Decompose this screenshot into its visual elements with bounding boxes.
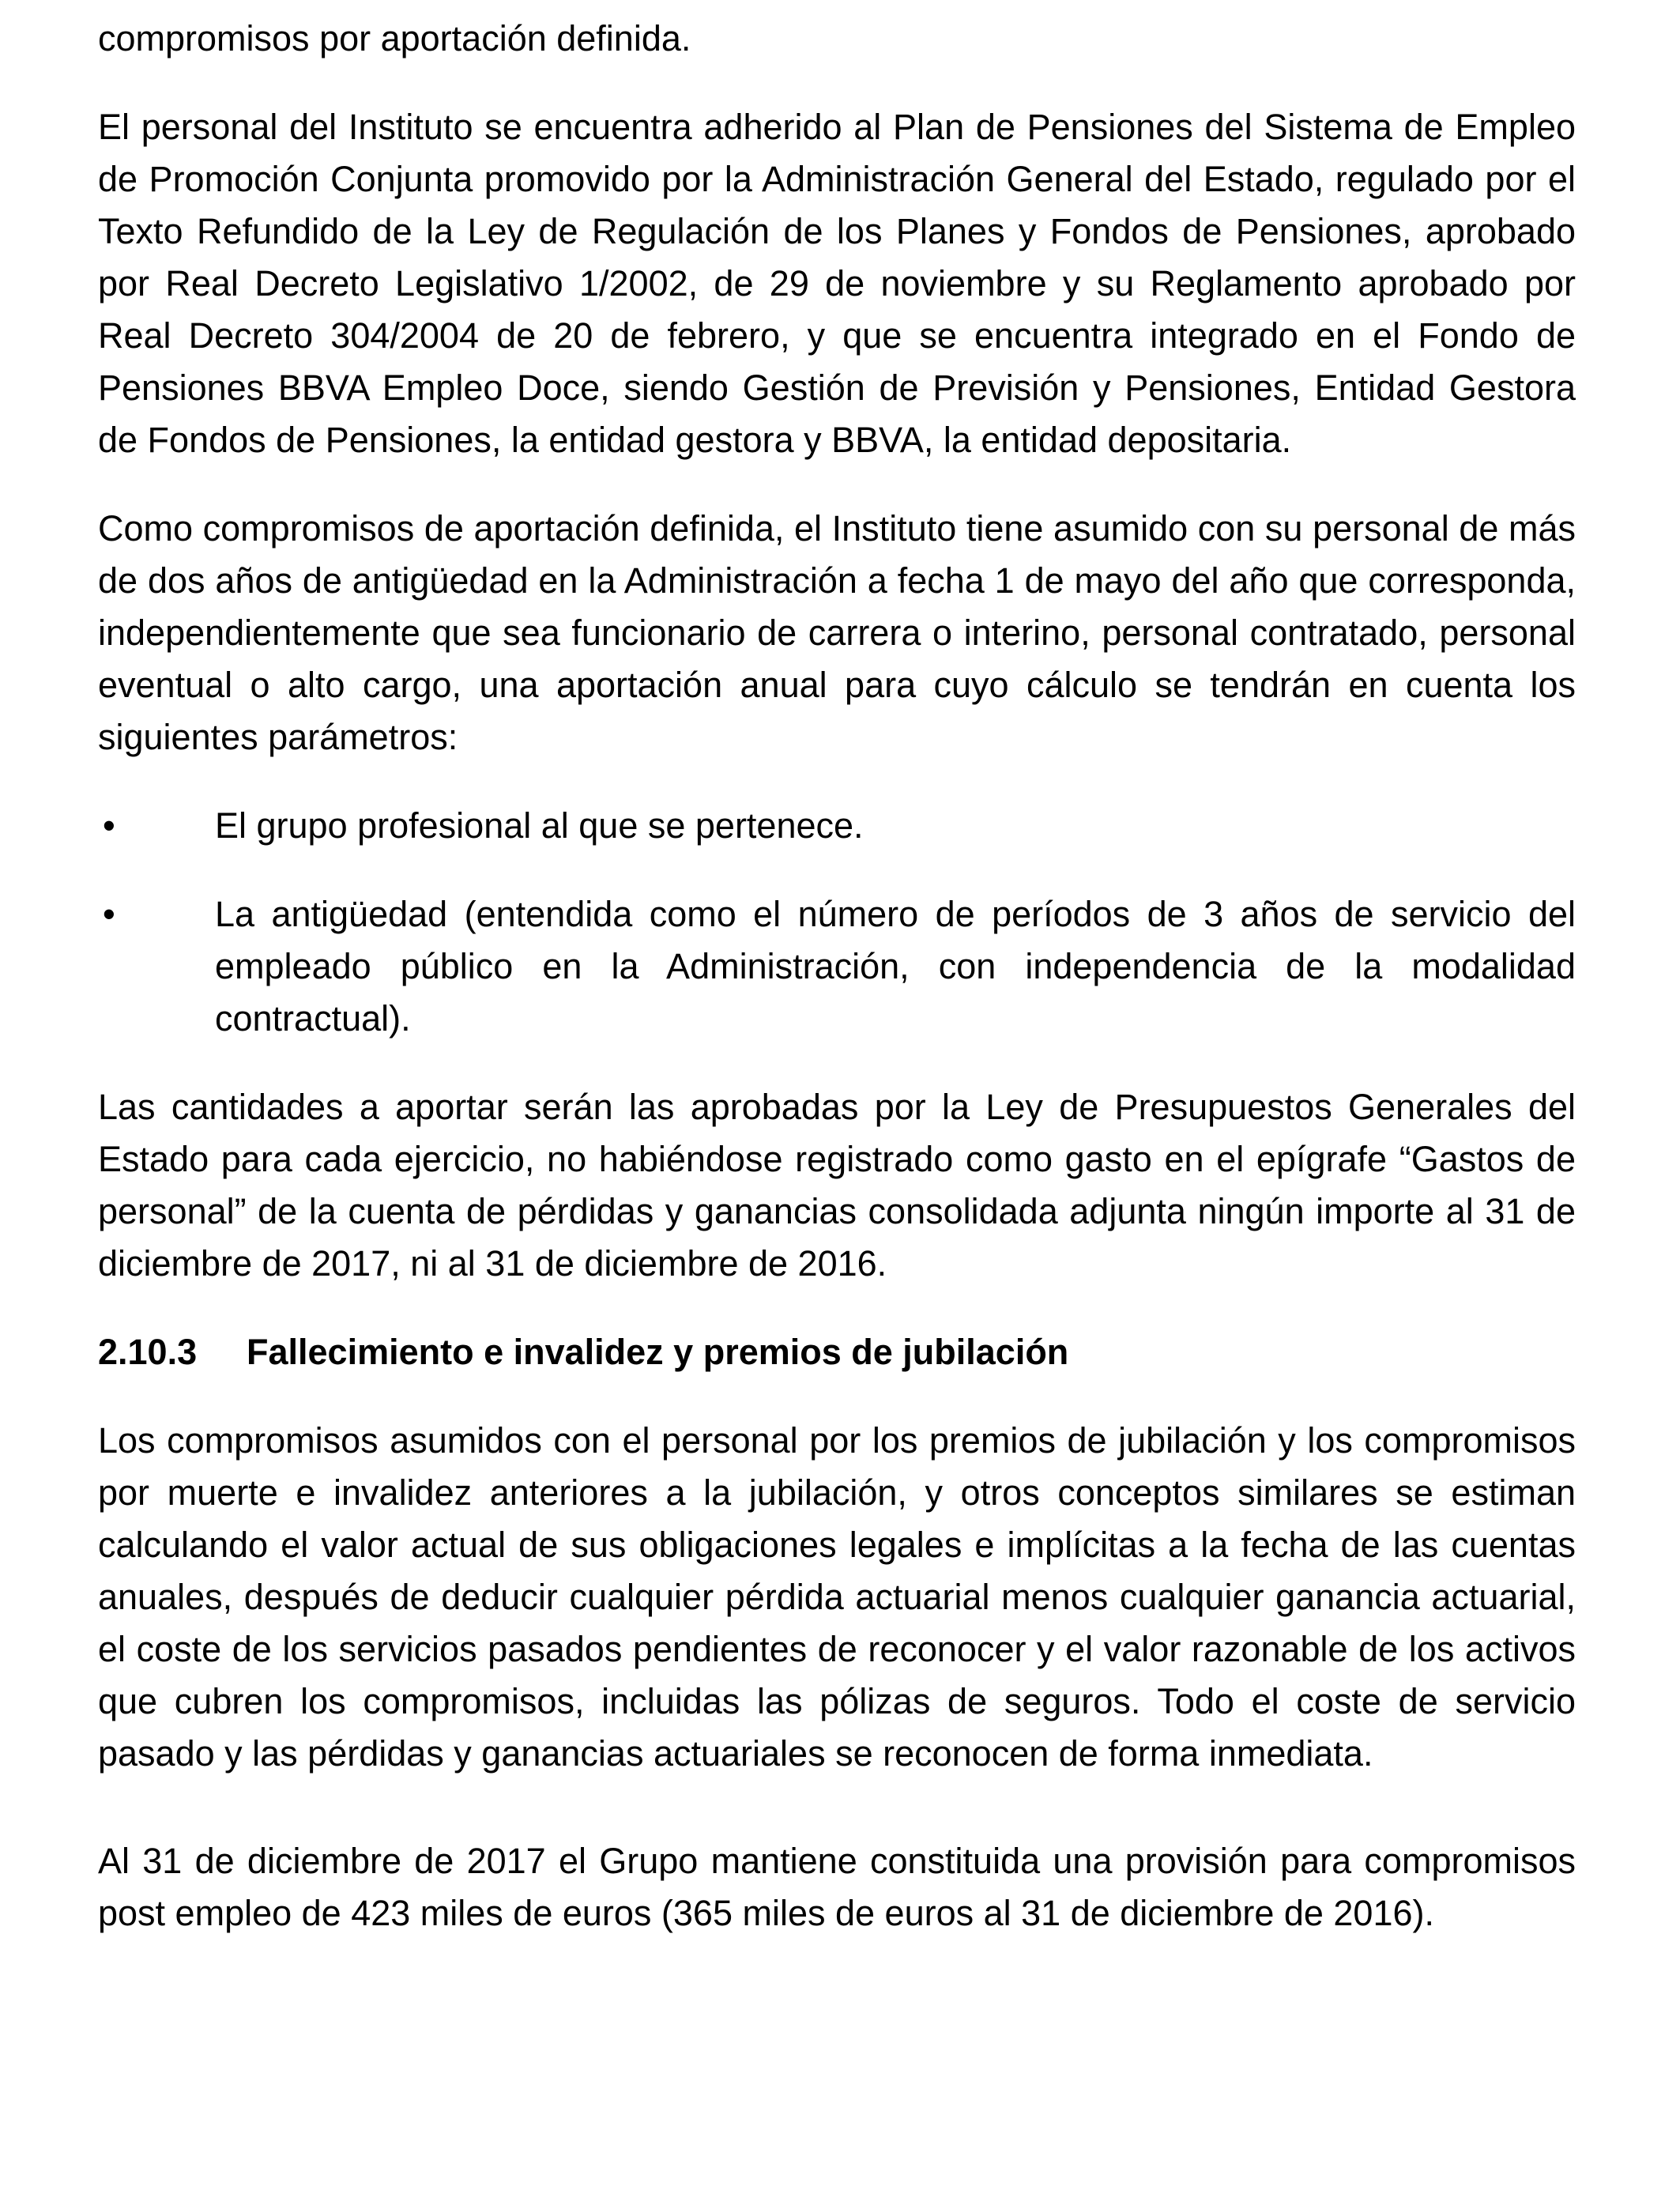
paragraph-aportacion-definida: Como compromisos de aportación definida, el Instituto tiene asumido con su personal de más de dos años de antigüedad en la Administración a fecha 1 de mayo del año que corresponda, independientemente que sea funcionario de carrera o interino, personal contratado, personal eventual o alto cargo, una aportación anual para cuyo cálculo se tendrán en cuenta los siguientes parámetros: <box>98 508 1576 757</box>
list-item-antiguedad <box>98 888 1576 1045</box>
section-heading <box>98 1326 1576 1378</box>
list-item-text: La antigüedad (entendida como el número de períodos de 3 años de servicio del empleado público en la Administración, con independencia de la modalidad contractual). <box>215 894 1576 1039</box>
paragraph-compromisos-jubilacion: Los compromisos asumidos con el personal por los premios de jubilación y los compromisos por muerte e invalidez anteriores a la jubilación, y otros conceptos similares se estiman calculando el valor actual de sus obligaciones legales e implícitas a la fecha de las cuentas anuales, después de deducir cualquier pérdida actuarial menos cualquier ganancia actuarial, el coste de los servicios pasados pendientes de reconocer y el valor razonable de los activos que cubren los compromisos, incluidas las pólizas de seguros. Todo el coste de servicio pasado y las pérdidas y ganancias actuariales se reconocen de forma inmediata. <box>98 1420 1576 1774</box>
bullet-icon: • <box>103 894 115 934</box>
paragraph-plan-pensiones: El personal del Instituto se encuentra adherido al Plan de Pensiones del Sistema de Empleo de Promoción Conjunta promovido por la Administración General del Estado, regulado por el Texto Refundido de la Ley de Regulación de los Planes y Fondos de Pensiones, aprobado por Real Decreto Legislativo 1/2002, de 29 de noviembre y su Reglamento aprobado por Real Decreto 304/2004 de 20 de febrero, y que se encuentra integrado en el Fondo de Pensiones BBVA Empleo Doce, siendo Gestión de Previsión y Pensiones, Entidad Gestora de Fondos de Pensiones, la entidad gestora y BBVA, la entidad depositaria. <box>98 107 1576 460</box>
document-page <box>98 0 1576 1940</box>
paragraph-cantidades-aportar: Las cantidades a aportar serán las aprobadas por la Ley de Presupuestos Generales del Estado para cada ejercicio, no habiéndose registrado como gasto en el epígrafe “Gastos de personal” de la cuenta de pérdidas y ganancias consolidada adjunta ningún importe al 31 de diciembre de 2017, ni al 31 de diciembre de 2016. <box>98 1087 1576 1284</box>
section-title: Fallecimiento e invalidez y premios de jubilación <box>247 1332 1069 1372</box>
paragraph-provision: Al 31 de diciembre de 2017 el Grupo mantiene constituida una provisión para compromisos post empleo de 423 miles de euros (365 miles de euros al 31 de diciembre de 2016). <box>98 1841 1576 1933</box>
list-item-grupo-profesional <box>98 800 1576 852</box>
list-item-text: El grupo profesional al que se pertenece. <box>215 805 864 846</box>
section-number: 2.10.3 <box>98 1332 198 1372</box>
bullet-icon: • <box>103 805 115 846</box>
paragraph-continuation: compromisos por aportación definida. <box>98 18 691 58</box>
